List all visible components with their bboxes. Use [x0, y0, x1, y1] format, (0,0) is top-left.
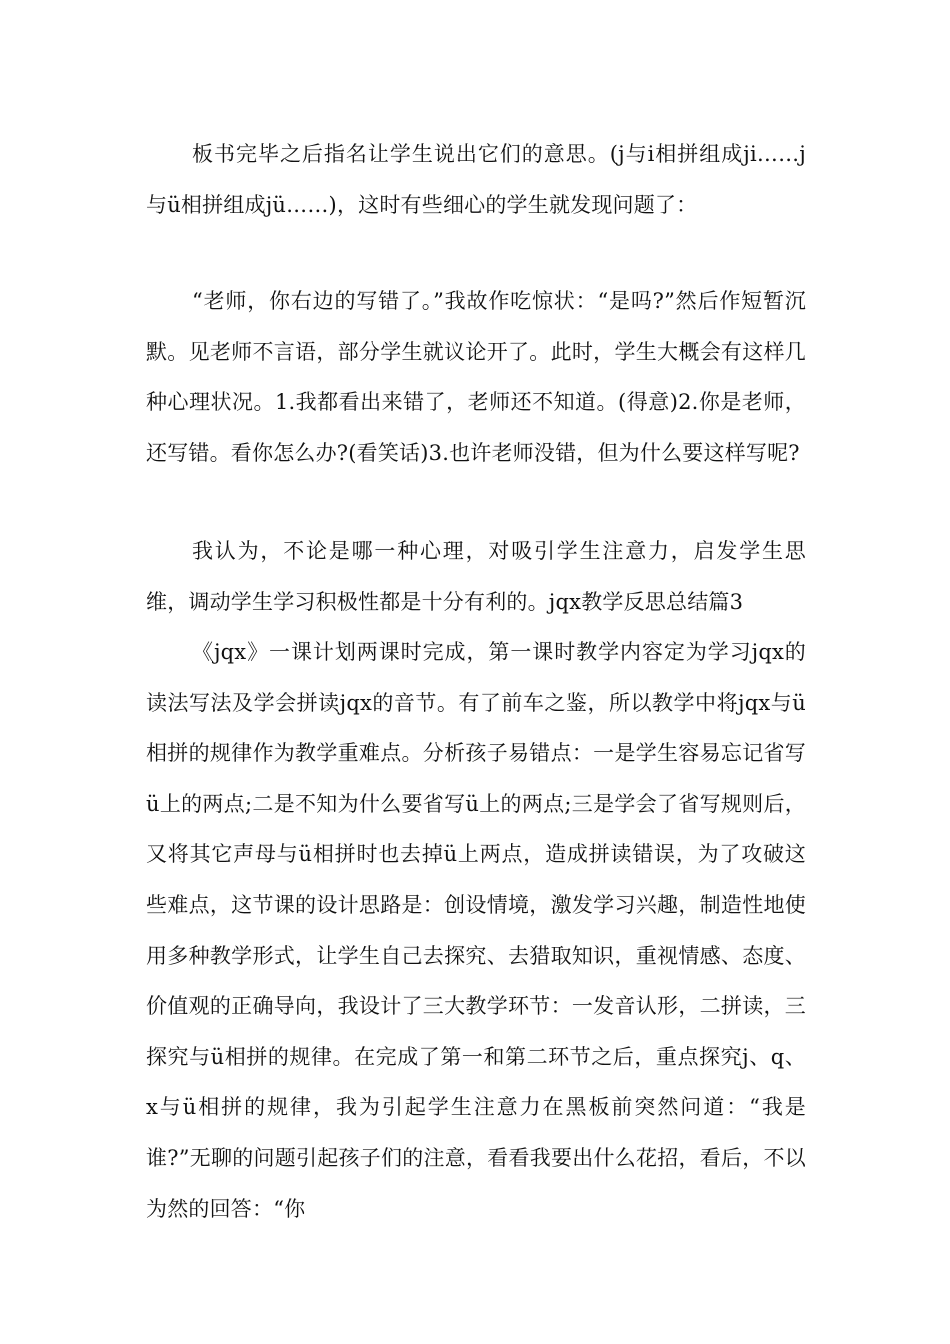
paragraph-2: “老师，你右边的写错了。”我故作吃惊状：“是吗?”然后作短暂沉默。见老师不言语，部分学生就议论开了。此时，学生大概会有这样几种心理状况。1.我都看出来错了，老师还不知道。(得意)2.你是老师，还写错。看你怎么办?(看笑话)3.也许老师没错，但为什么要这样写呢? — [146, 289, 806, 465]
paragraph-1: 板书完毕之后指名让学生说出它们的意思。(j与i相拼组成ji……j与ü相拼组成jü……)，这时有些细心的学生就发现问题了： — [146, 142, 806, 217]
paragraph-3: 我认为，不论是哪一种心理，对吸引学生注意力，启发学生思维，调动学生学习积极性都是十分有利的。jqx教学反思总结篇3 — [146, 539, 806, 614]
paragraph-4: 《jqx》一课计划两课时完成，第一课时教学内容定为学习jqx的读法写法及学会拼读jqx的音节。有了前车之鉴，所以教学中将jqx与ü相拼的规律作为教学重难点。分析孩子易错点：一是学生容易忘记省写ü上的两点;二是不知为什么要省写ü上的两点;三是学会了省写规则后，又将其它声母与ü相拼时也去掉ü上两点，造成拼读错误，为了攻破这些难点，这节课的设计思路是：创设情境，激发学习兴趣，制造性地使用多种教学形式，让学生自己去探究、去猎取知识，重视情感、态度、价值观的正确导向，我设计了三大教学环节：一发音认形，二拼读，三探究与ü相拼的规律。在完成了第一和第二环节之后，重点探究j、q、x与ü相拼的规律，我为引起学生注意力在黑板前突然问道：“我是谁?”无聊的问题引起孩子们的注意，看看我要出什么花招，看后，不以为然的回答：“你 — [146, 640, 806, 1221]
